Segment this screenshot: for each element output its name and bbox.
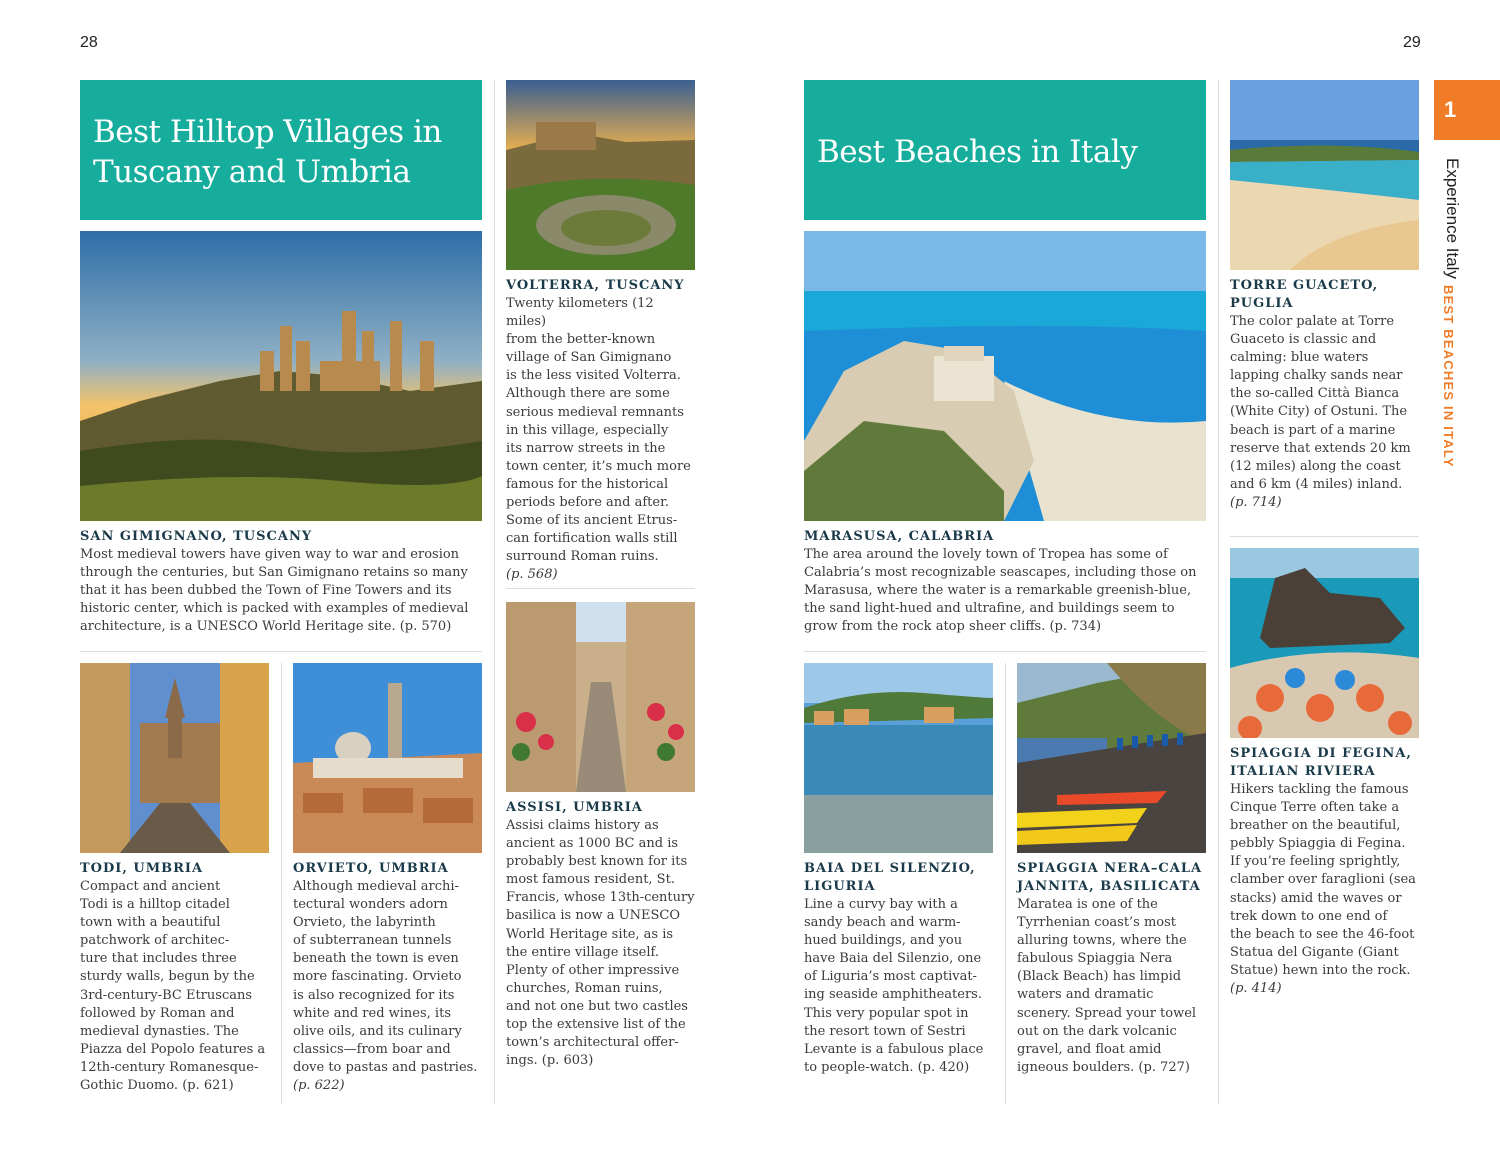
column-rule [494, 80, 495, 1104]
heading-assisi: ASSISI, UMBRIA [506, 800, 643, 815]
section-title-vertical: BEST BEACHES IN ITALY [1441, 285, 1456, 468]
text-marasusa: The area around the lovely town of Tropea has some of Calabria’s most recognizable seascapes, including those on Marasusa, where the water is a remarkable greenish-blue, the sand light-hued and ultrafine, and buildings seem to grow from the rock atop sheer cliffs. (p. 734) [804, 547, 1197, 635]
text-volterra: Twenty kilometers (12 miles) from the better-known village of San Gimignano is the less visited Volterra. Although there are some serious medieval remnants in this village, especially its narrow streets in the town center, it’s much more famous for the historical periods before and after. Some of its ancient Etrus- can fortification walls still surround Roman ruins. (p. 568) [506, 296, 691, 583]
volterra-photo [506, 80, 695, 270]
torre-guaceto-photo [1230, 80, 1419, 270]
baia-del-silenzio-photo [804, 663, 993, 853]
heading-todi: TODI, UMBRIA [80, 861, 204, 876]
column-rule [1005, 663, 1006, 1104]
left-title-line2: Tuscany and Umbria [93, 154, 411, 190]
right-page-title: Best Beaches in Italy [817, 134, 1138, 170]
left-page-title [80, 80, 482, 192]
text-assisi: Assisi claims history as ancient as 1000 BC and is probably best known for its most famous resident, St. Francis, whose 13th-century basilica is now a UNESCO World Heritage site, as is the entire village itself. Plenty of other impressive churches, Roman ruins, and not one but two castles top the extensive list of the town’s architectural offer- ings. (p. 603) [506, 818, 695, 1069]
page-number-left: 28 [80, 34, 98, 51]
spiaggia-nera-photo [1017, 663, 1206, 853]
page-number-right: 29 [1403, 34, 1421, 51]
heading-spiaggia-nera: SPIAGGIA NERA–CALA JANNITA, BASILICATA [1017, 861, 1203, 894]
assisi-photo [506, 602, 695, 792]
chapter-title-vertical: Experience Italy [1443, 158, 1462, 279]
text-torre-guaceto: The color palate at Torre Guaceto is classic and calming: blue waters lapping chalky sands near the so-called Città Bianca (White City) of Ostuni. The beach is part of a marine reserve that extends 20 km (12 miles) along the coast and 6 km (4 miles) inland. (p. 714) [1230, 314, 1411, 510]
heading-orvieto: ORVIETO, UMBRIA [293, 861, 449, 876]
heading-marasusa: MARASUSA, CALABRIA [804, 529, 995, 544]
divider [80, 651, 482, 652]
column-rule [1218, 80, 1219, 1104]
san-gimignano-photo [80, 231, 482, 521]
heading-spiaggia-di-fegina: SPIAGGIA DI FEGINA, ITALIAN RIVIERA [1230, 746, 1412, 779]
right-title-banner [804, 80, 1206, 220]
todi-photo [80, 663, 269, 853]
divider [1230, 536, 1419, 537]
heading-volterra: VOLTERRA, TUSCANY [506, 278, 685, 293]
text-orvieto: Although medieval archi- tectural wonders adorn Orvieto, the labyrinth of subterranean tunnels beneath the town is even more fascinating. Orvieto is also recognized for its white and red wines, its olive oils, and its culinary classics—from boar and dove to pastas and pastries. (p. 622) [293, 879, 478, 1094]
text-spiaggia-nera: Maratea is one of the Tyrrhenian coast’s most alluring towns, where the fabulous Spiaggia Nera (Black Beach) has limpid waters and dramatic scenery. Spread your towel out on the dark volcanic gravel, and float amid igneous boulders. (p. 727) [1017, 897, 1197, 1075]
column-rule [281, 663, 282, 1104]
left-title-banner [80, 80, 482, 220]
text-spiaggia-di-fegina: Hikers tackling the famous Cinque Terre often take a breather on the beautiful, pebbly Spiaggia di Fegina. If you’re feeling sprightly, clamber over faraglioni (sea stacks) amid the waves or trek down to one end of the beach to see the 46-foot Statua del Gigante (Giant Statue) hewn into the rock. (p. 414) [1230, 782, 1416, 997]
divider [804, 651, 1206, 652]
heading-san-gimignano: SAN GIMIGNANO, TUSCANY [80, 529, 313, 544]
text-baia-del-silenzio: Line a curvy bay with a sandy beach and warm- hued buildings, and you have Baia del Silenzio, one of Liguria’s most captivat- ing seaside amphitheaters. This very popular spot in the resort town of Sestri Levante is a fabulous place to people-watch. (p. 420) [804, 897, 984, 1075]
chapter-number: 1 [1444, 97, 1457, 122]
spiaggia-di-fegina-photo [1230, 548, 1419, 738]
heading-torre-guaceto: TORRE GUACETO, PUGLIA [1230, 278, 1379, 311]
chapter-tab [1434, 80, 1500, 140]
heading-baia-del-silenzio: BAIA DEL SILENZIO, LIGURIA [804, 861, 976, 894]
orvieto-photo [293, 663, 482, 853]
text-todi: Compact and ancient Todi is a hilltop citadel town with a beautiful patchwork of architec- ture that includes three sturdy walls, begun by the 3rd-century-BC Etruscans followed by Roman and medieval dynasties. The Piazza del Popolo features a 12th-century Romanesque- Gothic Duomo. (p. 621) [80, 879, 266, 1094]
divider [506, 588, 695, 589]
left-title-line1: Best Hilltop Villages in [93, 114, 442, 150]
marasusa-photo [804, 231, 1206, 521]
text-san-gimignano: Most medieval towers have given way to war and erosion through the centuries, but San Gimignano retains so many that it has been dubbed the Town of Fine Towers and its historic center, which is packed with examples of medieval architecture, is a UNESCO World Heritage site. (p. 570) [80, 547, 469, 635]
